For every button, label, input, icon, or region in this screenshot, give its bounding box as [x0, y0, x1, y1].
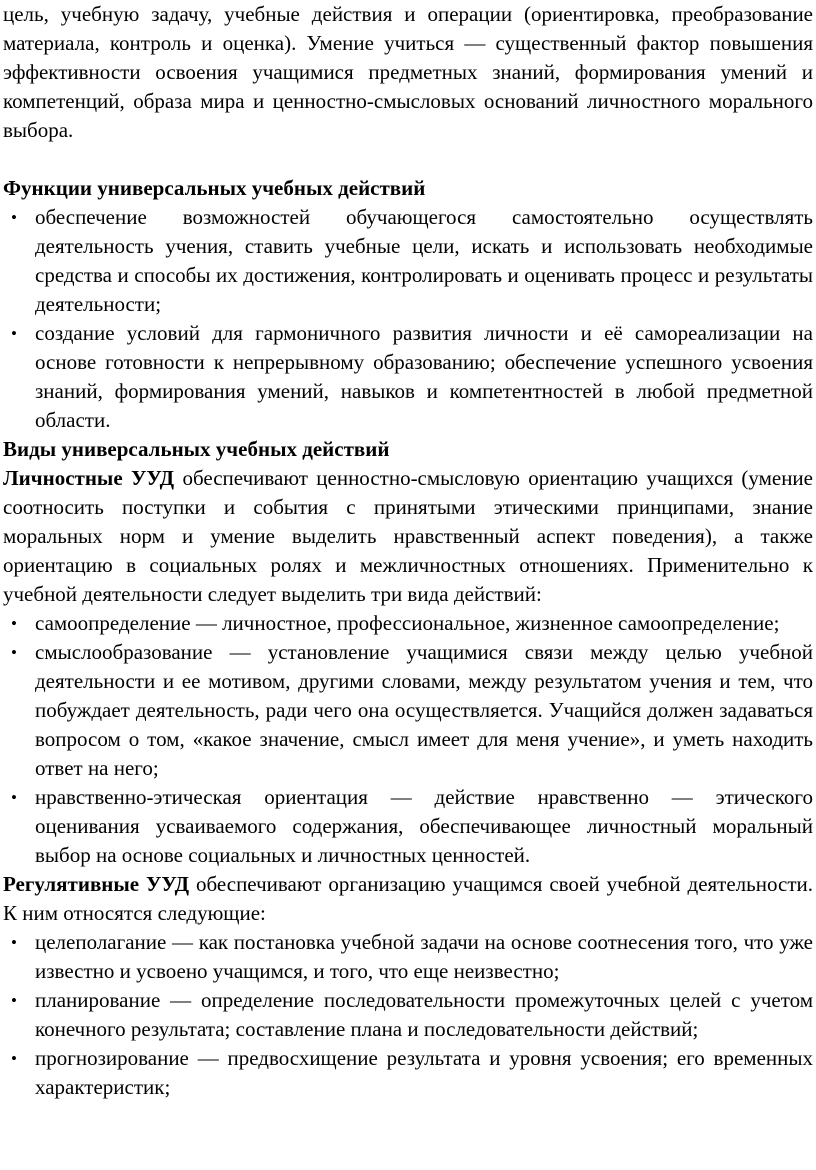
bullet-icon: •	[11, 788, 17, 807]
list-item-text: смыслообразование — установление учащимися связи между целью учебной деятельности и ее мотивом, другими словами, между результатом учения и тем, что побуждает деятельность, ради чего она осуществляется. Учащийся должен задаваться вопросом о том, «какое значение, смысл имеет для меня учение», и уметь находить ответ на него;	[35, 640, 813, 780]
list-item	[3, 986, 813, 1044]
list-item-text: обеспечение возможностей обучающегося самостоятельно осуществлять деятельность учения, ставить учебные цели, искать и использовать необходимые средства и способы их достижения, контролировать и оценивать процесс и результаты деятельности;	[35, 205, 813, 316]
bullet-icon: •	[11, 933, 17, 952]
regulatory-term: Регулятивные УУД	[3, 872, 190, 896]
bullet-icon: •	[11, 614, 17, 633]
bullet-icon: •	[11, 991, 17, 1010]
list-item	[3, 203, 813, 319]
list-item	[3, 928, 813, 986]
personal-paragraph	[3, 464, 813, 609]
list-item	[3, 609, 813, 638]
functions-heading: Функции универсальных учебных действий	[3, 176, 426, 200]
bullet-icon: •	[11, 208, 17, 227]
list-item-text: целеполагание — как постановка учебной задачи на основе соотнесения того, что уже известно и усвоено учащимся, и того, что еще неизвестно;	[35, 930, 813, 983]
personal-list	[3, 609, 813, 870]
bullet-icon: •	[11, 643, 17, 662]
bullet-icon: •	[11, 324, 17, 343]
regulatory-paragraph	[3, 870, 813, 928]
list-item-text: прогнозирование — предвосхищение результата и уровня усвоения; его временных характеристик;	[35, 1046, 813, 1099]
list-item	[3, 319, 813, 435]
list-item-text: самоопределение — личностное, профессиональное, жизненное самоопределение;	[35, 611, 780, 635]
functions-list	[3, 203, 813, 435]
types-heading: Виды универсальных учебных действий	[3, 437, 390, 461]
regulatory-list	[3, 928, 813, 1102]
list-item	[3, 1044, 813, 1102]
personal-text: обеспечивают ценностно-смысловую ориентацию учащихся (умение соотносить поступки и события с принятыми этическими принципами, знание моральных норм и умение выделить нравственный аспект поведения), а также ориентацию в социальных ролях и межличностных отношениях. Применительно к учебной деятельности следует выделить три вида действий:	[3, 466, 813, 606]
bullet-icon: •	[11, 1049, 17, 1068]
blank-line	[3, 145, 813, 174]
regulatory-text: обеспечивают организацию учащимся своей учебной деятельности. К ним относятся следующие:	[3, 872, 813, 925]
list-item	[3, 783, 813, 870]
list-item-text: планирование — определение последовательности промежуточных целей с учетом конечного результата; составление плана и последовательности действий;	[35, 988, 813, 1041]
document-page	[3, 0, 813, 1102]
list-item-text: нравственно-этическая ориентация — действие нравственно — этического оценивания усваиваемого содержания, обеспечивающее личностный моральный выбор на основе социальных и личностных ценностей.	[35, 785, 813, 867]
list-item	[3, 638, 813, 783]
list-item-text: создание условий для гармоничного развития личности и её самореализации на основе готовности к непрерывному образованию; обеспечение успешного усвоения знаний, формирования умений, навыков и компетентностей в любой предметной области.	[35, 321, 813, 432]
personal-term: Личностные УУД	[3, 466, 175, 490]
intro-paragraph: цель, учебную задачу, учебные действия и операции (ориентировка, преобразование материала, контроль и оценка). Умение учиться — существенный фактор повышения эффективности освоения учащимися предметных знаний, формирования умений и компетенций, образа мира и ценностно-смысловых оснований личностного морального выбора.	[3, 2, 813, 142]
